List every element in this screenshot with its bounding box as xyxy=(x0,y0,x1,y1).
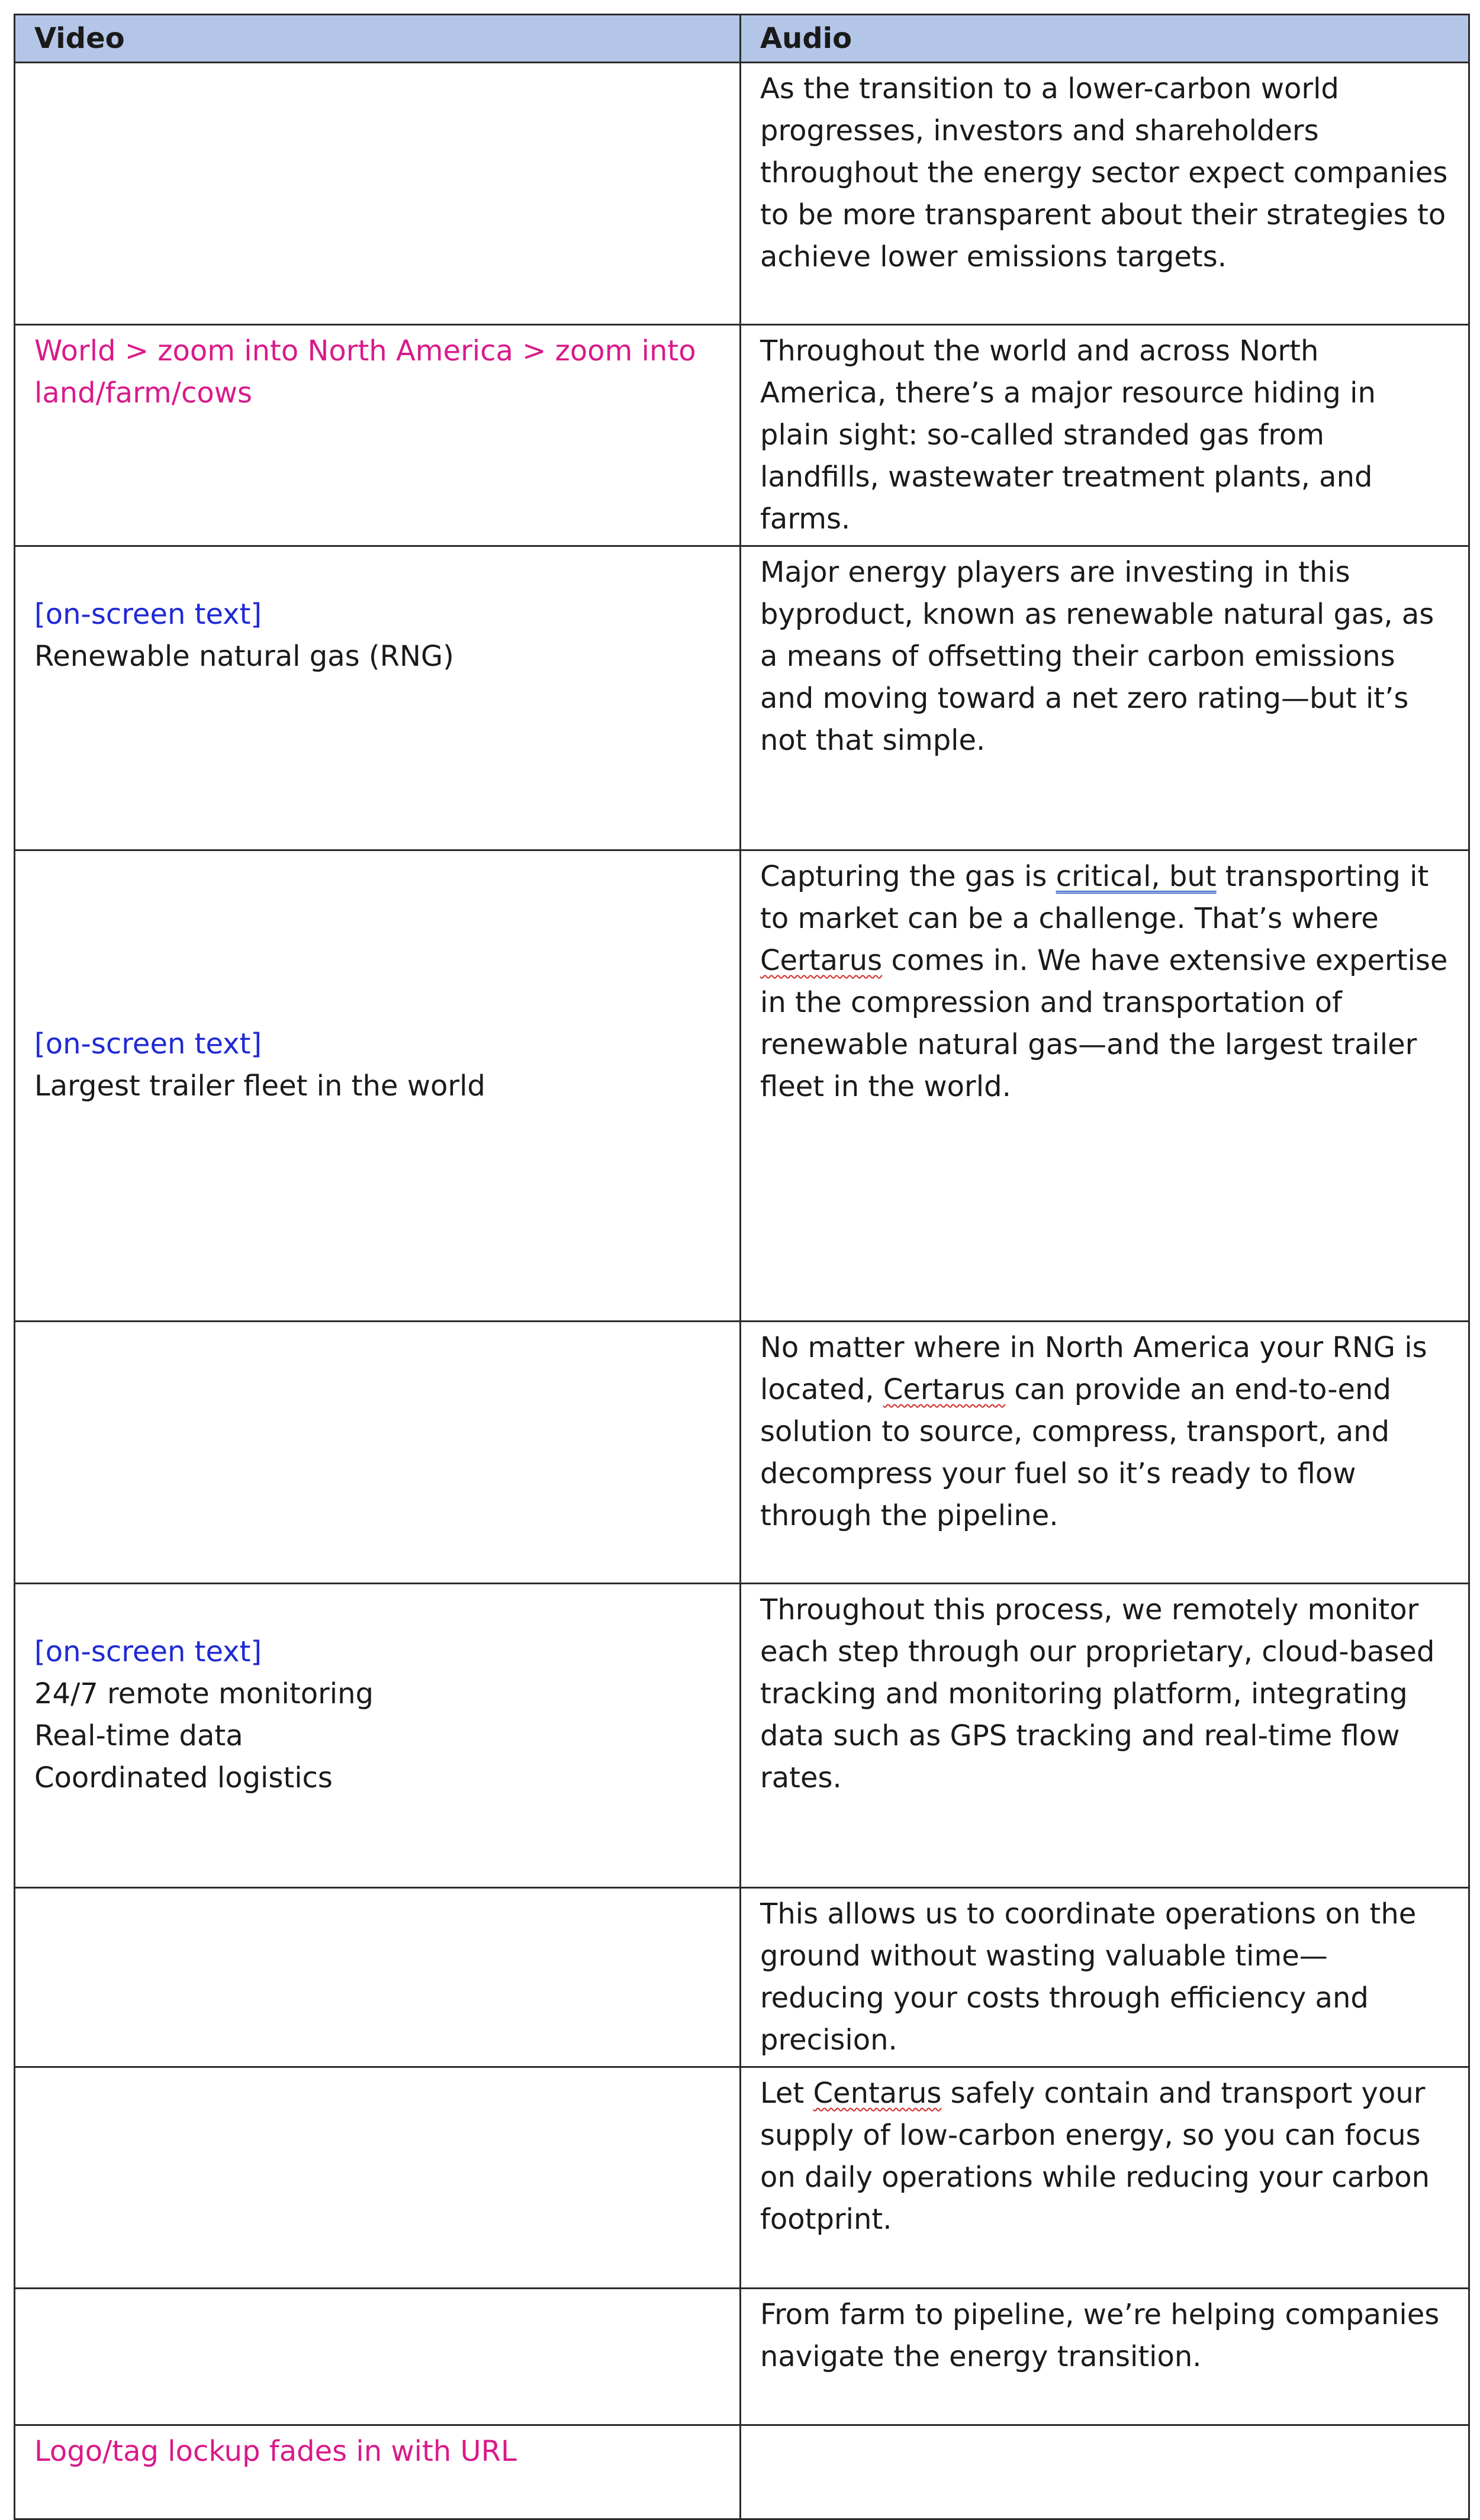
audio-text: This allows us to coordinate operations on the ground without wasting valuable time—reducing your costs through efficiency and precision. xyxy=(760,1897,1417,2057)
on-screen-text-label: [on-screen text] xyxy=(34,598,262,631)
video-cell xyxy=(15,2289,741,2425)
on-screen-text-line: Real-time data xyxy=(34,1719,243,1752)
on-screen-text-line: Largest trailer fleet in the world xyxy=(34,1069,485,1103)
video-cell xyxy=(15,1322,741,1584)
audio-cell xyxy=(741,2425,1469,2519)
spelling-flagged-word[interactable]: Certarus xyxy=(760,944,883,977)
table-row xyxy=(15,63,1469,325)
video-cell xyxy=(15,2425,741,2519)
video-cell xyxy=(15,63,741,325)
table-row xyxy=(15,1584,1469,1888)
audio-cell xyxy=(741,325,1469,546)
audio-text-segment: safely contain and transport your supply of low-carbon energy, so you can focus on daily operations while reducing your carbon footprint. xyxy=(760,2077,1430,2236)
audio-text-segment: comes in. We have extensive expertise in the compression and transportation of renewable natural gas—and the largest trailer fleet in the world. xyxy=(760,944,1448,1103)
video-cell xyxy=(15,546,741,850)
audio-text-segment: Capturing the gas is xyxy=(760,860,1056,893)
audio-text-segment: Let xyxy=(760,2077,813,2110)
audio-text: Throughout this process, we remotely monitor each step through our proprietary, cloud-based tracking and monitoring platform, integrating data such as GPS tracking and real-time flow rates. xyxy=(760,1593,1435,1794)
audio-cell xyxy=(741,63,1469,325)
on-screen-text-label: [on-screen text] xyxy=(34,1027,262,1061)
script-document xyxy=(14,14,1468,2520)
audio-cell xyxy=(741,2067,1469,2289)
audio-text-segment: No matter where in North America your RNG is located, xyxy=(760,1331,1427,1406)
audio-cell xyxy=(741,1322,1469,1584)
video-audio-script-table xyxy=(14,14,1470,2520)
on-screen-text-line: Coordinated logistics xyxy=(34,1761,333,1794)
audio-column-header: Audio xyxy=(741,15,1469,63)
video-cell xyxy=(15,850,741,1322)
grammar-flagged-phrase[interactable]: critical, but xyxy=(1056,860,1217,893)
audio-cell xyxy=(741,2289,1469,2425)
table-row xyxy=(15,2425,1469,2519)
table-row xyxy=(15,546,1469,850)
table-header-row xyxy=(15,15,1469,63)
video-cell xyxy=(15,2067,741,2289)
table-row xyxy=(15,1888,1469,2067)
audio-cell xyxy=(741,850,1469,1322)
audio-cell xyxy=(741,1888,1469,2067)
on-screen-text-line: 24/7 remote monitoring xyxy=(34,1677,374,1710)
table-row xyxy=(15,850,1469,1322)
video-cell xyxy=(15,1888,741,2067)
video-column-header: Video xyxy=(15,15,741,63)
audio-text: Throughout the world and across North America, there’s a major resource hiding in plain sight: so-called stranded gas from landfills, wastewater treatment plants, and farms. xyxy=(760,334,1376,536)
video-cell xyxy=(15,1584,741,1888)
audio-cell xyxy=(741,546,1469,850)
video-direction-text: Logo/tag lockup fades in with URL xyxy=(34,2435,517,2468)
audio-text: As the transition to a lower-carbon world progresses, investors and shareholders throughout the energy sector expect companies to be more transparent about their strategies to achieve lower emissions targets. xyxy=(760,72,1448,273)
table-row xyxy=(15,325,1469,546)
audio-text: From farm to pipeline, we’re helping companies navigate the energy transition. xyxy=(760,2298,1440,2373)
video-direction-text: World > zoom into North America > zoom into land/farm/cows xyxy=(34,334,696,410)
audio-cell xyxy=(741,1584,1469,1888)
spelling-flagged-word[interactable]: Centarus xyxy=(813,2077,942,2110)
audio-text: Major energy players are investing in this byproduct, known as renewable natural gas, as a means of offsetting their carbon emissions and moving toward a net zero rating—but it’s not that simple. xyxy=(760,556,1434,757)
on-screen-text-line: Renewable natural gas (RNG) xyxy=(34,640,454,673)
on-screen-text-label: [on-screen text] xyxy=(34,1635,262,1668)
table-row xyxy=(15,2289,1469,2425)
video-cell xyxy=(15,325,741,546)
audio-text-segment: can provide an end-to-end solution to source, compress, transport, and decompress your fuel so it’s ready to flow through the pipeline. xyxy=(760,1373,1391,1532)
table-row xyxy=(15,2067,1469,2289)
spelling-flagged-word[interactable]: Certarus xyxy=(883,1373,1006,1406)
audio-text-segment: transporting it to market can be a challenge. That’s where xyxy=(760,860,1429,935)
table-row xyxy=(15,1322,1469,1584)
